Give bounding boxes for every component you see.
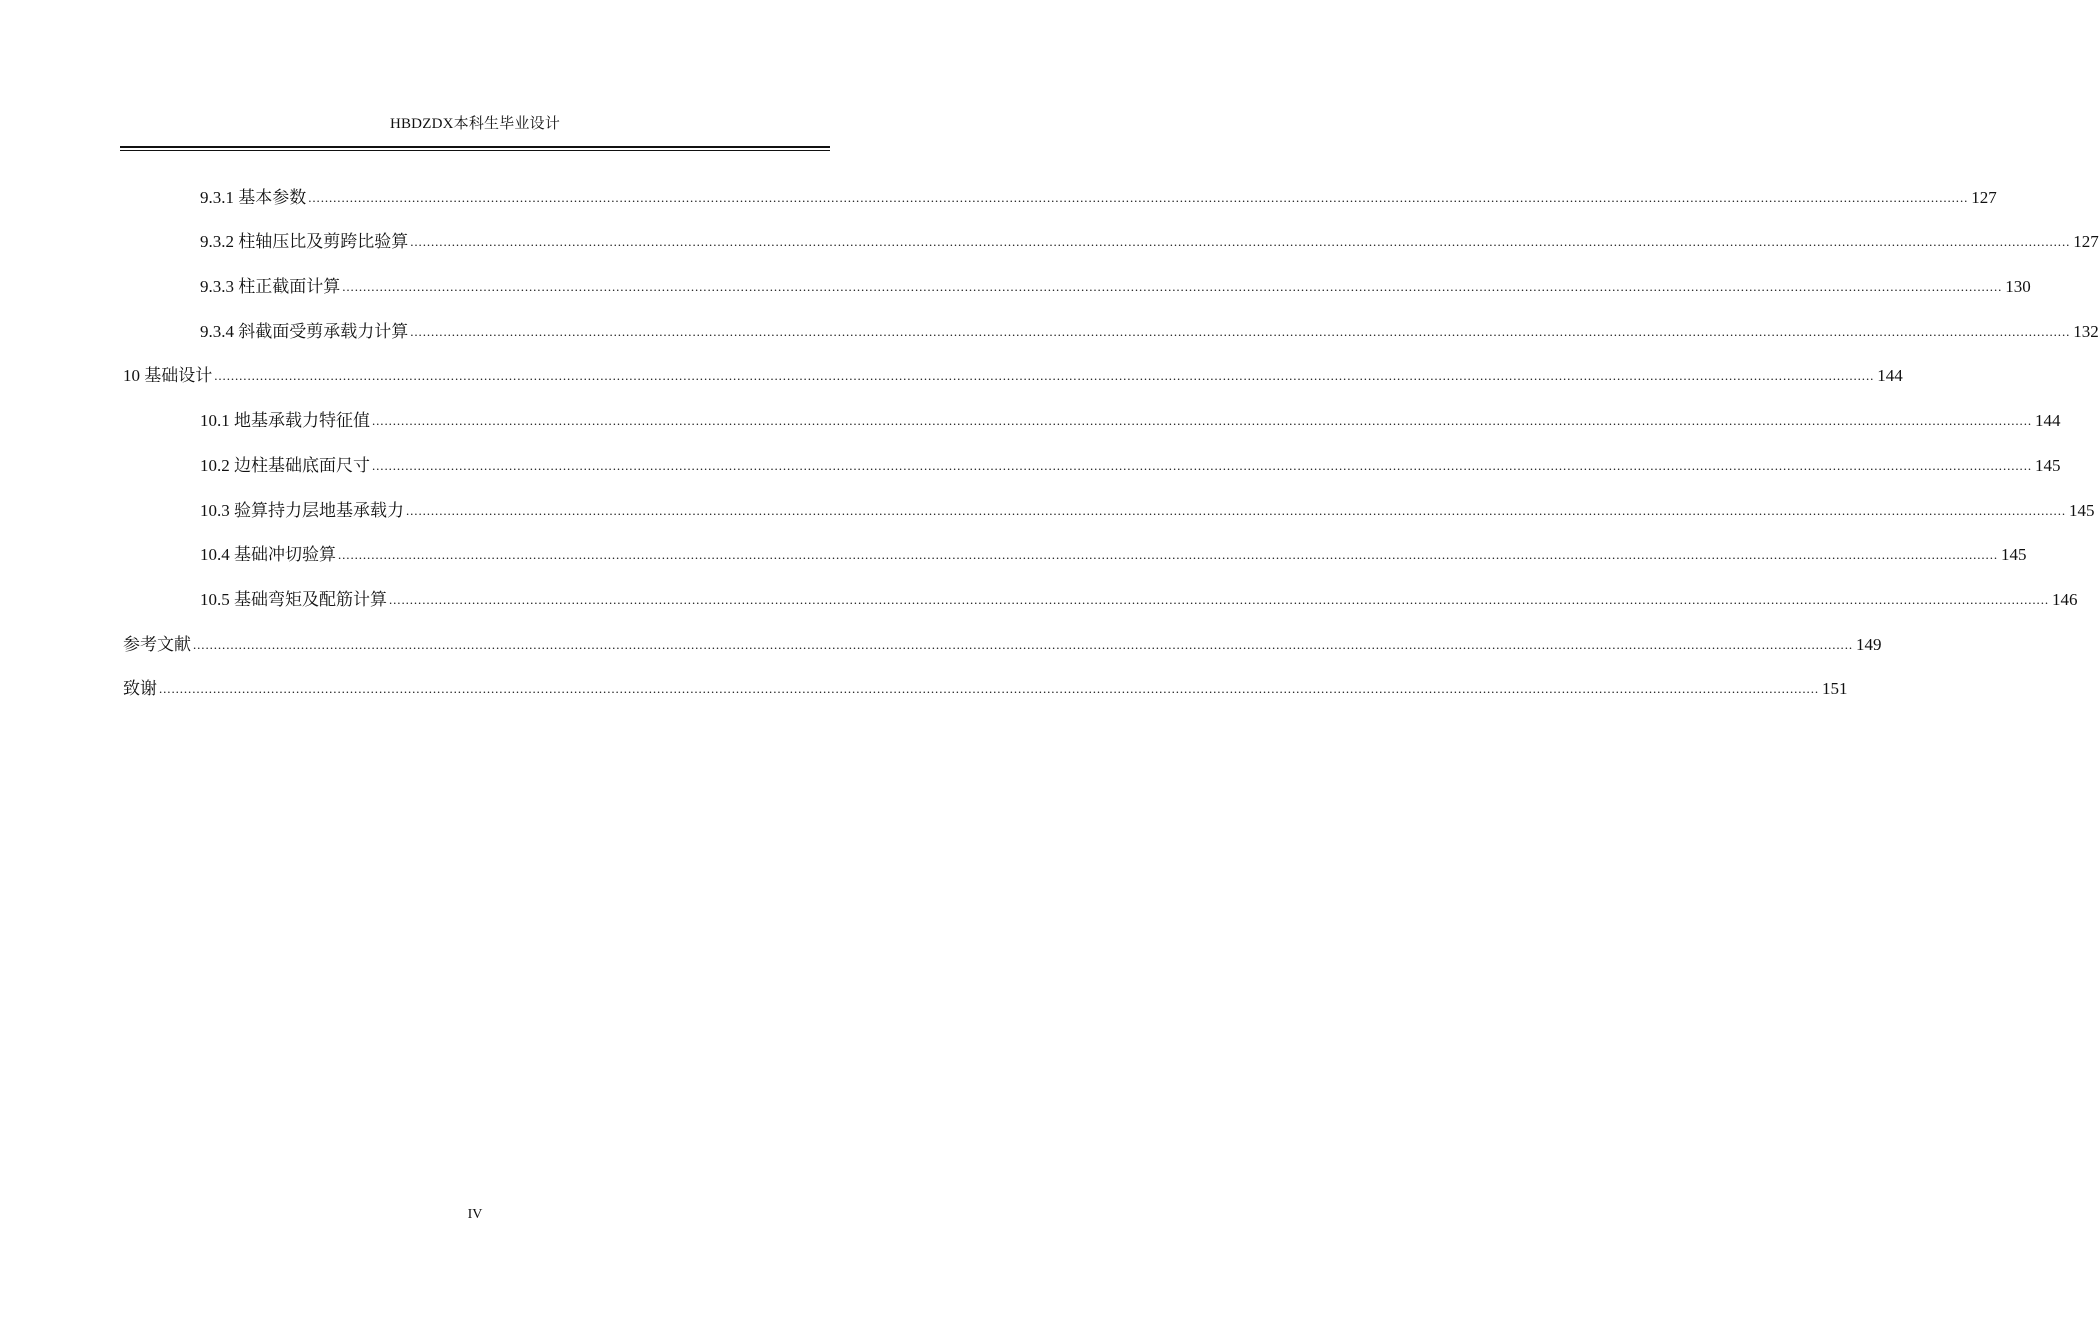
toc-entry[interactable] <box>123 659 1848 704</box>
toc-entry[interactable] <box>123 569 2078 614</box>
toc-entry-page: 127 <box>1971 187 1997 207</box>
toc-entry-page: 149 <box>1856 634 1882 654</box>
toc-dot-leader: ................................................................................................................................................................................................................................................................................................................................................................................................................ <box>389 591 2049 607</box>
toc-entry-page: 144 <box>1877 366 1903 386</box>
toc-entry[interactable] <box>123 435 2061 480</box>
toc-entry-page: 130 <box>2005 277 2031 297</box>
toc-entry-page: 145 <box>2035 455 2061 475</box>
toc-dot-leader: ................................................................................................................................................................................................................................................................................................................................................................................................................ <box>159 681 1819 697</box>
toc-entry-label: 致谢 <box>123 679 157 699</box>
toc-entry[interactable] <box>123 390 2061 435</box>
toc-dot-leader: ................................................................................................................................................................................................................................................................................................................................................................................................................ <box>410 323 2071 339</box>
toc-entry-label: 10.3 验算持力层地基承载力 <box>200 500 404 520</box>
toc-entry-page: 144 <box>2035 411 2061 431</box>
toc-entry-page: 145 <box>2069 500 2095 520</box>
toc-entry-page: 146 <box>2052 589 2078 609</box>
toc-entry-page: 145 <box>2001 545 2027 565</box>
toc-entry-label: 9.3.1 基本参数 <box>200 187 307 207</box>
toc-dot-leader: ................................................................................................................................................................................................................................................................................................................................................................................................................ <box>372 413 2032 429</box>
toc-entry-label: 10.1 地基承载力特征值 <box>200 411 370 431</box>
toc-dot-leader: ................................................................................................................................................................................................................................................................................................................................................................................................................ <box>338 547 1998 563</box>
toc-entry-label: 10.5 基础弯矩及配筋计算 <box>200 589 387 609</box>
toc-entry[interactable] <box>123 167 1997 212</box>
toc-entry[interactable] <box>123 480 2095 525</box>
toc-dot-leader: ................................................................................................................................................................................................................................................................................................................................................................................................................ <box>193 636 1853 652</box>
toc-entry[interactable] <box>123 212 2099 257</box>
toc-entry[interactable] <box>123 614 1882 659</box>
header-rule-thick <box>120 146 830 148</box>
toc-entry[interactable] <box>123 256 2031 301</box>
toc-entry[interactable] <box>123 525 2027 570</box>
header-rule-thin <box>120 150 830 151</box>
toc-entry-label: 9.3.3 柱正截面计算 <box>200 277 341 297</box>
toc-entry-label: 参考文献 <box>123 634 191 654</box>
table-of-contents <box>123 167 2099 703</box>
toc-dot-leader: ................................................................................................................................................................................................................................................................................................................................................................................................................ <box>214 368 1875 384</box>
toc-entry-page: 132 <box>2073 321 2099 341</box>
toc-entry-page: 127 <box>2073 232 2099 252</box>
toc-dot-leader: ................................................................................................................................................................................................................................................................................................................................................................................................................ <box>342 279 2003 295</box>
page-number: IV <box>467 1207 483 1222</box>
toc-dot-leader: ................................................................................................................................................................................................................................................................................................................................................................................................................ <box>372 457 2032 473</box>
toc-entry-label: 10.4 基础冲切验算 <box>200 545 336 565</box>
toc-entry-page: 151 <box>1822 679 1848 699</box>
toc-entry-label: 9.3.2 柱轴压比及剪跨比验算 <box>200 232 409 252</box>
toc-dot-leader: ................................................................................................................................................................................................................................................................................................................................................................................................................ <box>410 234 2071 250</box>
toc-dot-leader: ................................................................................................................................................................................................................................................................................................................................................................................................................ <box>308 189 1969 205</box>
toc-entry[interactable] <box>123 301 2099 346</box>
toc-entry-label: 10.2 边柱基础底面尺寸 <box>200 455 370 475</box>
toc-entry-label: 10 基础设计 <box>123 366 213 386</box>
toc-entry[interactable] <box>123 346 1903 391</box>
toc-dot-leader: ................................................................................................................................................................................................................................................................................................................................................................................................................ <box>406 502 2066 518</box>
toc-entry-label: 9.3.4 斜截面受剪承载力计算 <box>200 321 409 341</box>
running-header: HBDZDX本科生毕业设计 <box>389 116 561 132</box>
